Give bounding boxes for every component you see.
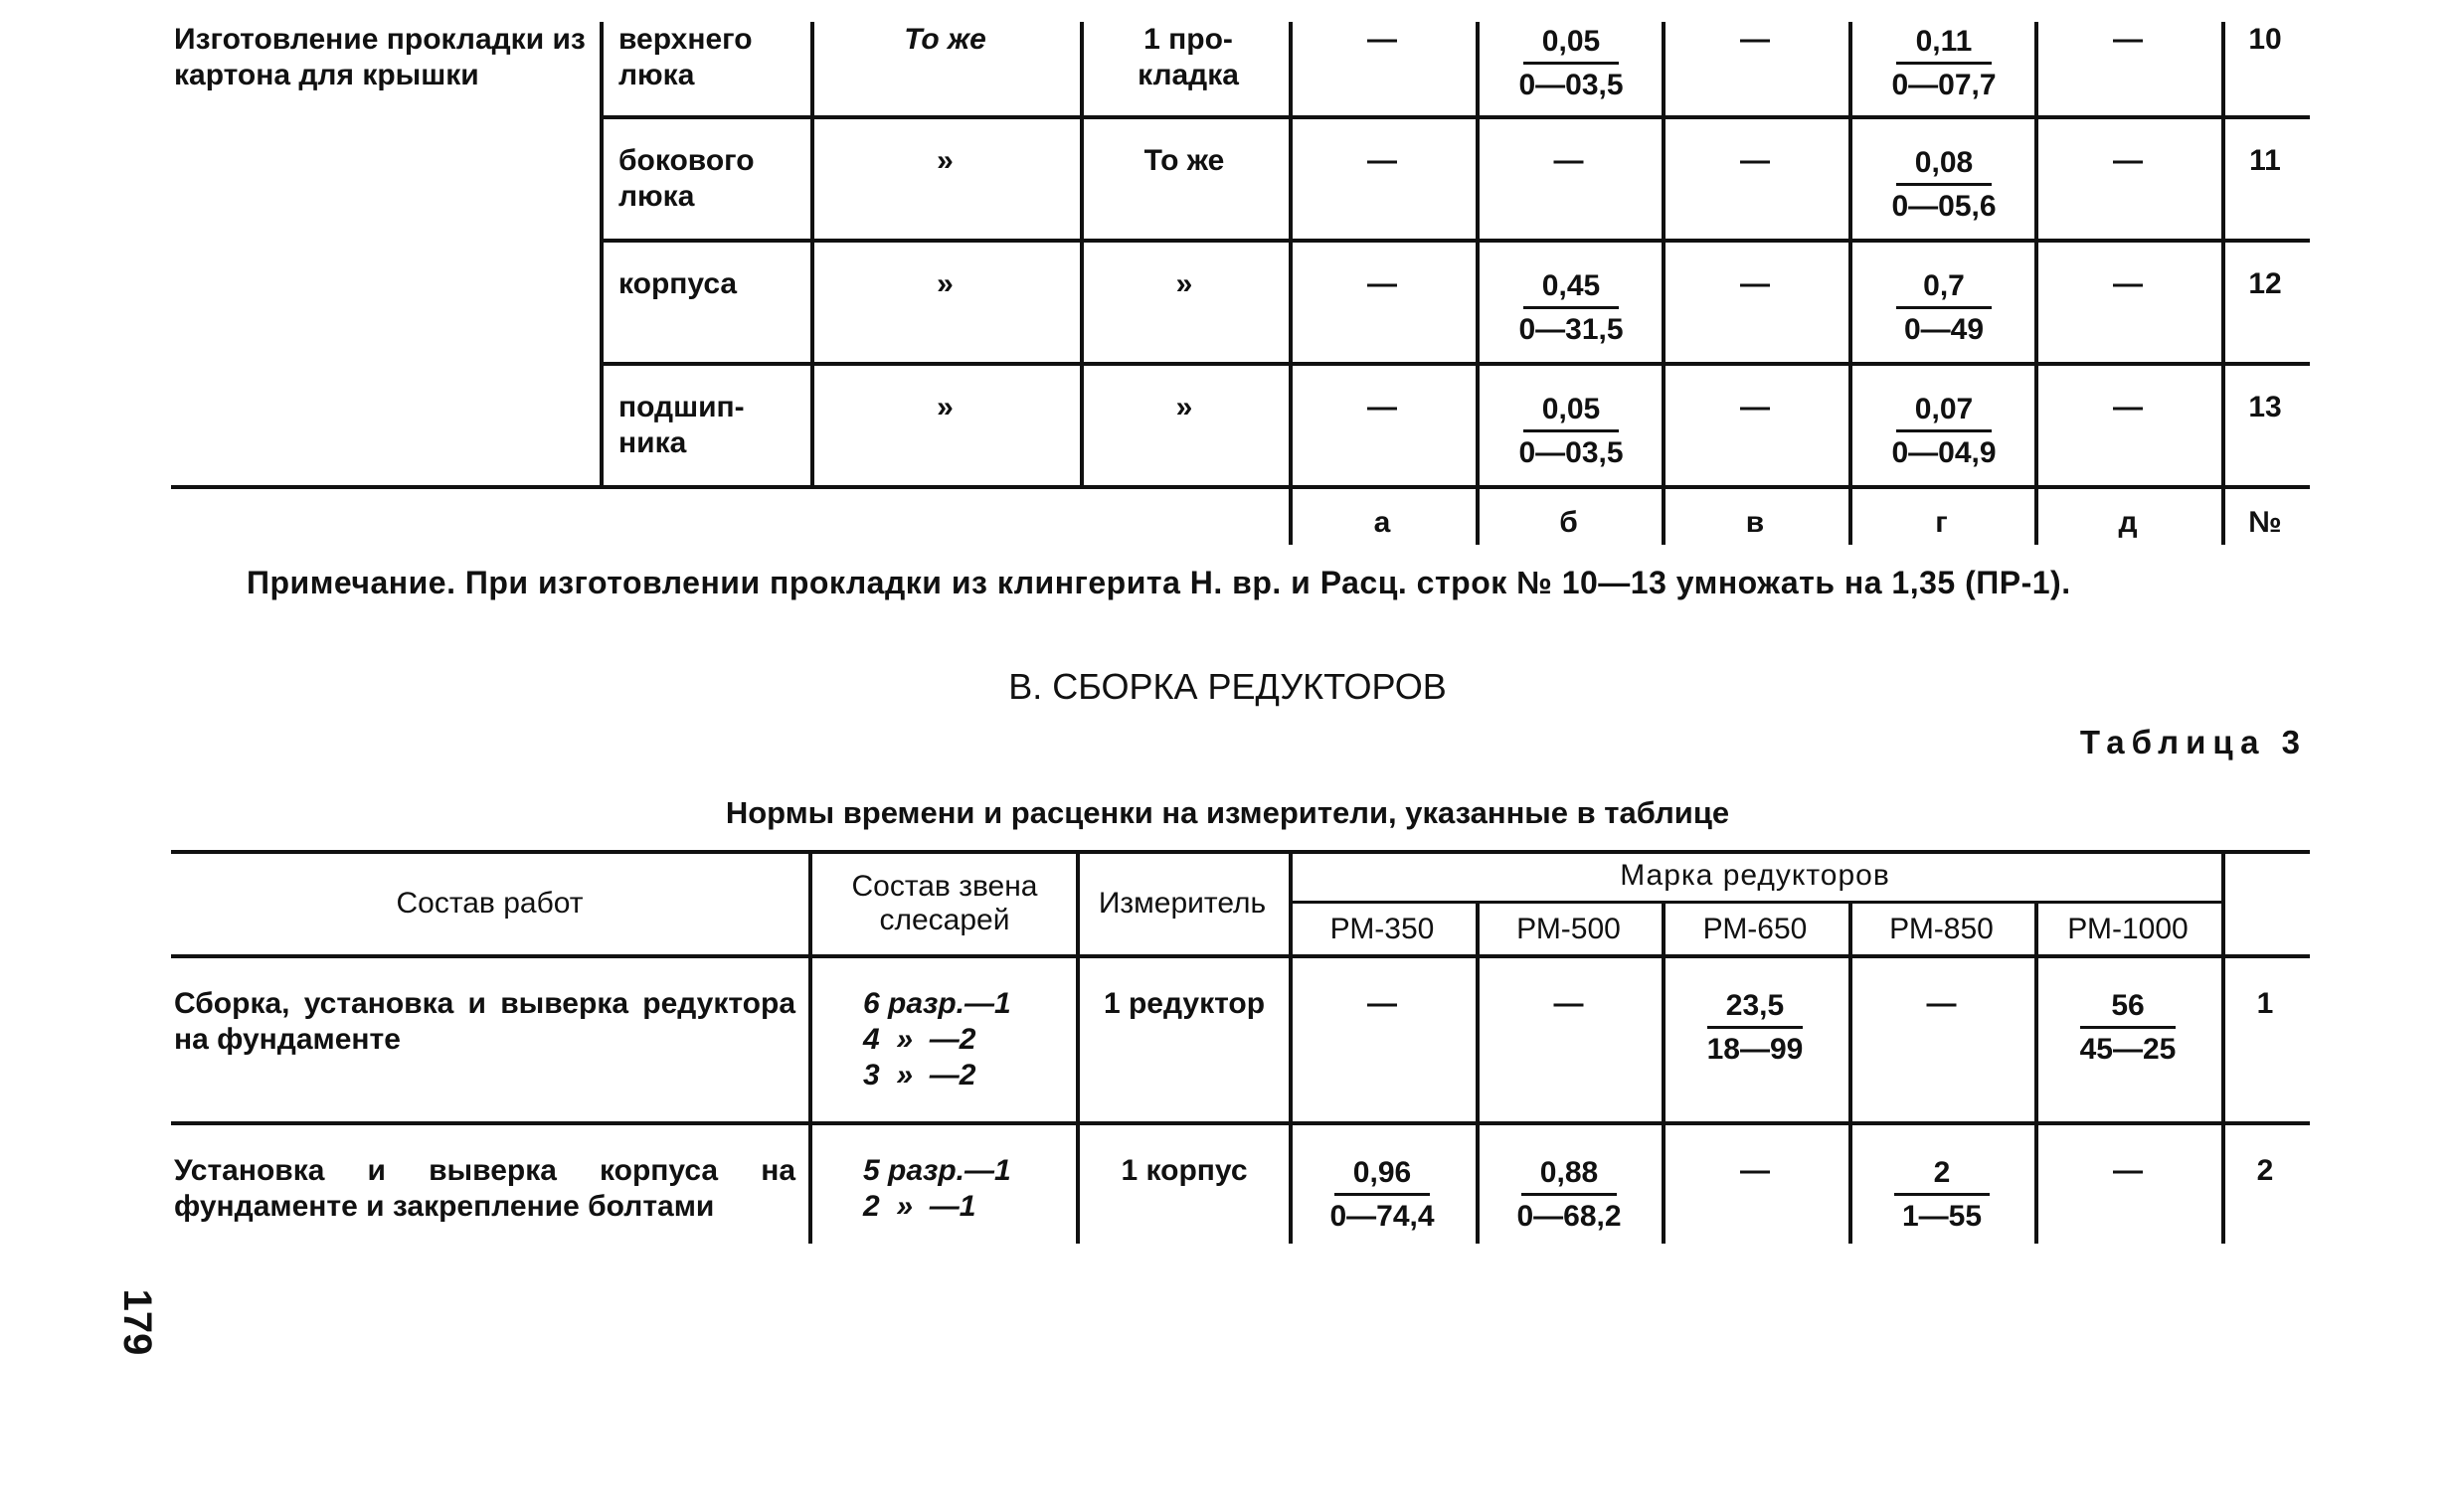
row-number: 12	[2248, 267, 2282, 300]
numerator: 2	[1933, 1156, 1951, 1189]
row-number: 11	[2249, 144, 2281, 177]
denominator: 0—74,4	[1329, 1200, 1435, 1233]
header-brand: Марка редукторов	[1620, 859, 1890, 892]
unit-cell: То же	[1143, 144, 1225, 177]
work-cell: Установка и выверка корпуса на фундаменте и закрепление болтами	[174, 1154, 795, 1223]
denominator: 0—07,7	[1891, 69, 1997, 101]
value-cell: —	[1367, 144, 1397, 177]
note: Примечание. При изготовлении прокладки из клингерита Н. вр. и Расц. строк № 10—13 умножать на 1,35 (ПР-1).	[247, 565, 2071, 600]
row-divider	[600, 362, 2310, 366]
numerator: 0,88	[1539, 1156, 1599, 1189]
col-divider	[1848, 901, 1852, 1244]
fraction-cell	[1313, 1153, 1452, 1236]
value-cell: —	[1367, 391, 1397, 423]
fraction-cell	[1501, 390, 1641, 472]
value-cell: —	[2113, 144, 2143, 177]
denominator: 0—04,9	[1891, 436, 1997, 469]
col-divider	[1476, 22, 1480, 545]
fraction-cell	[1499, 1153, 1639, 1236]
part-cell: корпуса	[618, 267, 738, 300]
col-divider	[1476, 901, 1480, 1244]
value-cell: —	[2113, 391, 2143, 423]
column-letter: в	[1745, 506, 1765, 539]
fraction-cell	[1501, 266, 1641, 349]
part-cell: бокового люка	[618, 144, 755, 213]
column-letter: №	[2248, 506, 2282, 539]
value-cell: —	[1367, 987, 1397, 1020]
unit-cell: 1 про-кладка	[1138, 23, 1239, 91]
value-cell: —	[2113, 23, 2143, 56]
numerator: 0,11	[1915, 25, 1973, 58]
crew-cell: »	[937, 267, 954, 300]
crew-line: 3 » —2	[863, 1059, 976, 1092]
column-letter: д	[2118, 506, 2138, 539]
crew-line: 5 разр.—1	[863, 1154, 1011, 1187]
col-divider	[1289, 850, 1293, 1244]
header-model: РМ-1000	[2067, 913, 2189, 945]
unit-cell: »	[1175, 267, 1193, 300]
header-unit: Измеритель	[1098, 887, 1267, 920]
row-divider	[171, 485, 2310, 489]
crew-cell: »	[937, 144, 954, 177]
col-divider	[600, 22, 604, 487]
col-divider	[808, 850, 812, 1244]
denominator: 18—99	[1706, 1033, 1804, 1066]
row-number: 13	[2248, 391, 2282, 423]
value-cell: —	[1553, 987, 1584, 1020]
numerator: 23,5	[1725, 989, 1785, 1022]
crew-line: 6 разр.—1	[863, 987, 1011, 1020]
row-number: 2	[2256, 1154, 2274, 1187]
column-letter: б	[1559, 506, 1578, 539]
value-cell: —	[1740, 23, 1770, 56]
crew-cell: »	[937, 391, 954, 423]
part-cell: верхнего люка	[618, 23, 753, 91]
value-cell: —	[1740, 144, 1770, 177]
denominator: 0—31,5	[1518, 313, 1624, 346]
fraction-cell	[1874, 22, 2014, 104]
row-divider	[600, 115, 2310, 119]
crew-line: 4 » —2	[863, 1023, 976, 1056]
header-border-bottom	[171, 954, 2310, 958]
row-divider	[600, 239, 2310, 243]
numerator: 0,07	[1914, 393, 1974, 425]
row-number: 1	[2256, 987, 2274, 1020]
header-model: РМ-500	[1516, 913, 1621, 945]
column-letter: а	[1373, 506, 1391, 539]
col-divider	[1662, 901, 1666, 1244]
numerator: 0,05	[1541, 393, 1601, 425]
fraction-cell	[1874, 390, 2014, 472]
header-model: РМ-350	[1329, 913, 1435, 945]
denominator: 1—55	[1901, 1200, 1983, 1233]
value-cell: —	[1740, 391, 1770, 423]
denominator: 0—03,5	[1518, 436, 1624, 469]
header-model: РМ-650	[1702, 913, 1808, 945]
header-divider	[1289, 901, 2221, 904]
row-number: 10	[2248, 23, 2282, 56]
crew-cell: То же	[904, 23, 986, 56]
numerator: 56	[2111, 989, 2145, 1022]
unit-cell: »	[1175, 391, 1193, 423]
fraction-cell	[1874, 266, 2014, 349]
fraction-cell	[2058, 986, 2197, 1069]
value-cell: —	[1367, 267, 1397, 300]
numerator: 0,96	[1352, 1156, 1412, 1189]
value-cell: —	[1740, 267, 1770, 300]
fraction-cell	[1685, 986, 1825, 1069]
col-divider	[2034, 901, 2038, 1244]
table-border-top	[171, 850, 2310, 854]
fraction-cell	[1501, 22, 1641, 104]
value-cell: —	[1740, 1154, 1770, 1187]
value-cell: —	[1553, 144, 1584, 177]
numerator: 0,45	[1541, 269, 1601, 302]
denominator: 0—03,5	[1518, 69, 1624, 101]
denominator: 0—49	[1903, 313, 1985, 346]
value-cell: —	[2113, 1154, 2143, 1187]
column-letter: г	[1935, 506, 1948, 539]
numerator: 0,7	[1923, 269, 1965, 302]
col-divider	[1848, 22, 1852, 545]
section-title: В. СБОРКА РЕДУКТОРОВ	[1008, 666, 1447, 707]
denominator: 45—25	[2079, 1033, 2177, 1066]
crew-cell	[863, 986, 1062, 1093]
row-divider	[171, 1121, 2310, 1125]
crew-line: 2 » —1	[863, 1190, 976, 1223]
work-cell: Сборка, установка и выверка редуктора на фундаменте	[174, 987, 795, 1056]
unit-cell: 1 корпус	[1121, 1154, 1248, 1187]
header-model: РМ-850	[1889, 913, 1994, 945]
page-number: 179	[115, 1288, 159, 1356]
group-label: Изготовление прокладки из картона для крышки	[174, 23, 586, 91]
header-crew: Состав звена слесарей	[851, 870, 1038, 936]
value-cell: —	[1926, 987, 1957, 1020]
numerator: 0,08	[1914, 146, 1974, 179]
header-work: Состав работ	[396, 887, 584, 920]
part-cell: подшип-ника	[618, 391, 745, 459]
unit-cell: 1 редуктор	[1103, 987, 1266, 1020]
denominator: 0—68,2	[1516, 1200, 1622, 1233]
value-cell: —	[1367, 23, 1397, 56]
denominator: 0—05,6	[1891, 190, 1997, 223]
numerator: 0,05	[1541, 25, 1601, 58]
table-label: Таблица 3	[2079, 724, 2307, 760]
crew-cell	[863, 1153, 1062, 1225]
fraction-cell	[1874, 143, 2014, 226]
fraction-cell	[1872, 1153, 2012, 1236]
value-cell: —	[2113, 267, 2143, 300]
table-caption: Нормы времени и расценки на измерители, указанные в таблице	[725, 795, 1730, 830]
